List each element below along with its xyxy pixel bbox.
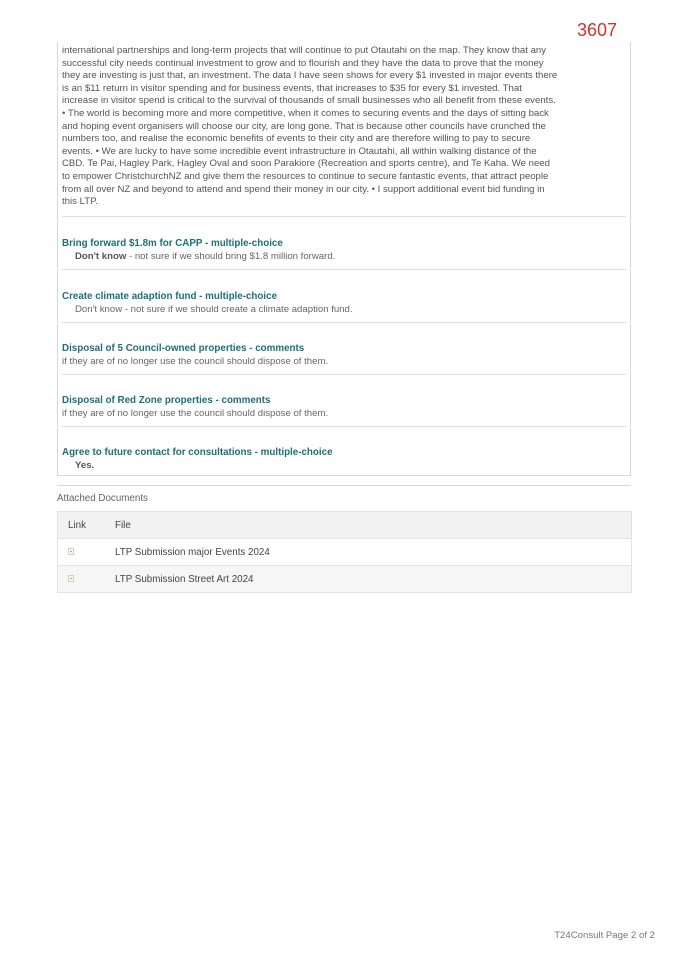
question-answer-red-zone bbox=[62, 408, 328, 419]
file-icon[interactable] bbox=[68, 548, 74, 555]
column-header-file: File bbox=[106, 512, 632, 539]
column-header-link: Link bbox=[58, 512, 107, 539]
submission-body-text bbox=[62, 45, 574, 209]
file-name: LTP Submission major Events 2024 bbox=[106, 539, 632, 566]
question-answer-climate-fund bbox=[75, 304, 353, 315]
question-title-council-properties: Disposal of 5 Council-owned properties - comments bbox=[62, 343, 305, 354]
separator bbox=[62, 216, 626, 217]
answer-bold: Yes. bbox=[75, 460, 95, 471]
body-line: successful city needs continual investment to grow and to flourish and they have the data to prove that the money bbox=[62, 57, 544, 69]
body-line: is an $11 return in visitor spending and for business events, that increases to $35 for every $1 invested. That bbox=[62, 82, 522, 94]
table-header-row bbox=[58, 512, 632, 539]
body-line: events. • We are lucky to have some incredible event infrastructure in Otautahi, all within walking distance of the bbox=[62, 145, 537, 157]
question-title-red-zone: Disposal of Red Zone properties - comments bbox=[62, 395, 271, 406]
body-line: • The world is becoming more and more competitive, when it comes to securing events and the days of sitting back bbox=[62, 107, 549, 119]
table-row bbox=[58, 539, 632, 566]
page-footer: T24Consult Page 2 of 2 bbox=[554, 930, 655, 941]
body-line: and hoping event organisers will choose our city, are long gone. That is because other councils have crunched the bbox=[62, 120, 546, 132]
file-icon[interactable] bbox=[68, 575, 74, 582]
separator bbox=[62, 374, 626, 375]
question-answer-capp bbox=[75, 251, 335, 262]
body-line: numbers too, and realise the economic benefits of events to their city and are therefore willing to pay to secure bbox=[62, 133, 531, 145]
page-number: 3607 bbox=[576, 20, 617, 40]
body-line: they are investing is just that, an investment. The data I have seen shows for every $1 invested in major events there bbox=[62, 70, 558, 82]
file-name: LTP Submission Street Art 2024 bbox=[106, 566, 632, 593]
body-line: increase in visitor spend is critical to the survival of thousands of small businesses who all benefit from these events. bbox=[62, 95, 556, 107]
body-line: CBD. Te Pai, Hagley Park, Hagley Oval and soon Parakiore (Recreation and sports centre), and Te Kaha. We need bbox=[62, 158, 550, 170]
answer-text: if they are of no longer use the council should dispose of them. bbox=[62, 408, 329, 419]
separator bbox=[62, 322, 626, 323]
separator bbox=[62, 269, 626, 270]
body-line: international partnerships and long-term projects that will continue to put Otautahi on the map. They know that any bbox=[62, 45, 547, 56]
attached-documents-heading: Attached Documents bbox=[57, 493, 148, 504]
answer-text: - not sure if we should bring $1.8 million forward. bbox=[126, 251, 336, 262]
answer-text: if they are of no longer use the council should dispose of them. bbox=[62, 356, 329, 367]
body-line: to empower ChristchurchNZ and give them the resources to continue to secure fantastic events, that attract people bbox=[62, 170, 549, 182]
table-row bbox=[58, 566, 632, 593]
question-title-capp: Bring forward $1.8m for CAPP - multiple-choice bbox=[62, 238, 283, 249]
attached-documents-table bbox=[57, 511, 632, 593]
body-line: this LTP. bbox=[62, 196, 98, 208]
link-cell bbox=[58, 539, 107, 566]
question-title-climate-fund: Create climate adaption fund - multiple-choice bbox=[62, 291, 278, 302]
answer-text: Don't know - not sure if we should create a climate adaption fund. bbox=[75, 304, 353, 315]
body-line: from all over NZ and beyond to attend and spend their money in our city. • I support additional event bid funding in bbox=[62, 183, 545, 195]
question-answer-council-properties bbox=[62, 356, 328, 367]
separator bbox=[62, 426, 626, 427]
question-answer-future-contact bbox=[75, 460, 94, 471]
section-divider bbox=[57, 485, 631, 486]
answer-bold: Don't know bbox=[75, 251, 127, 262]
question-title-future-contact: Agree to future contact for consultations - multiple-choice bbox=[62, 447, 333, 458]
link-cell bbox=[58, 566, 107, 593]
